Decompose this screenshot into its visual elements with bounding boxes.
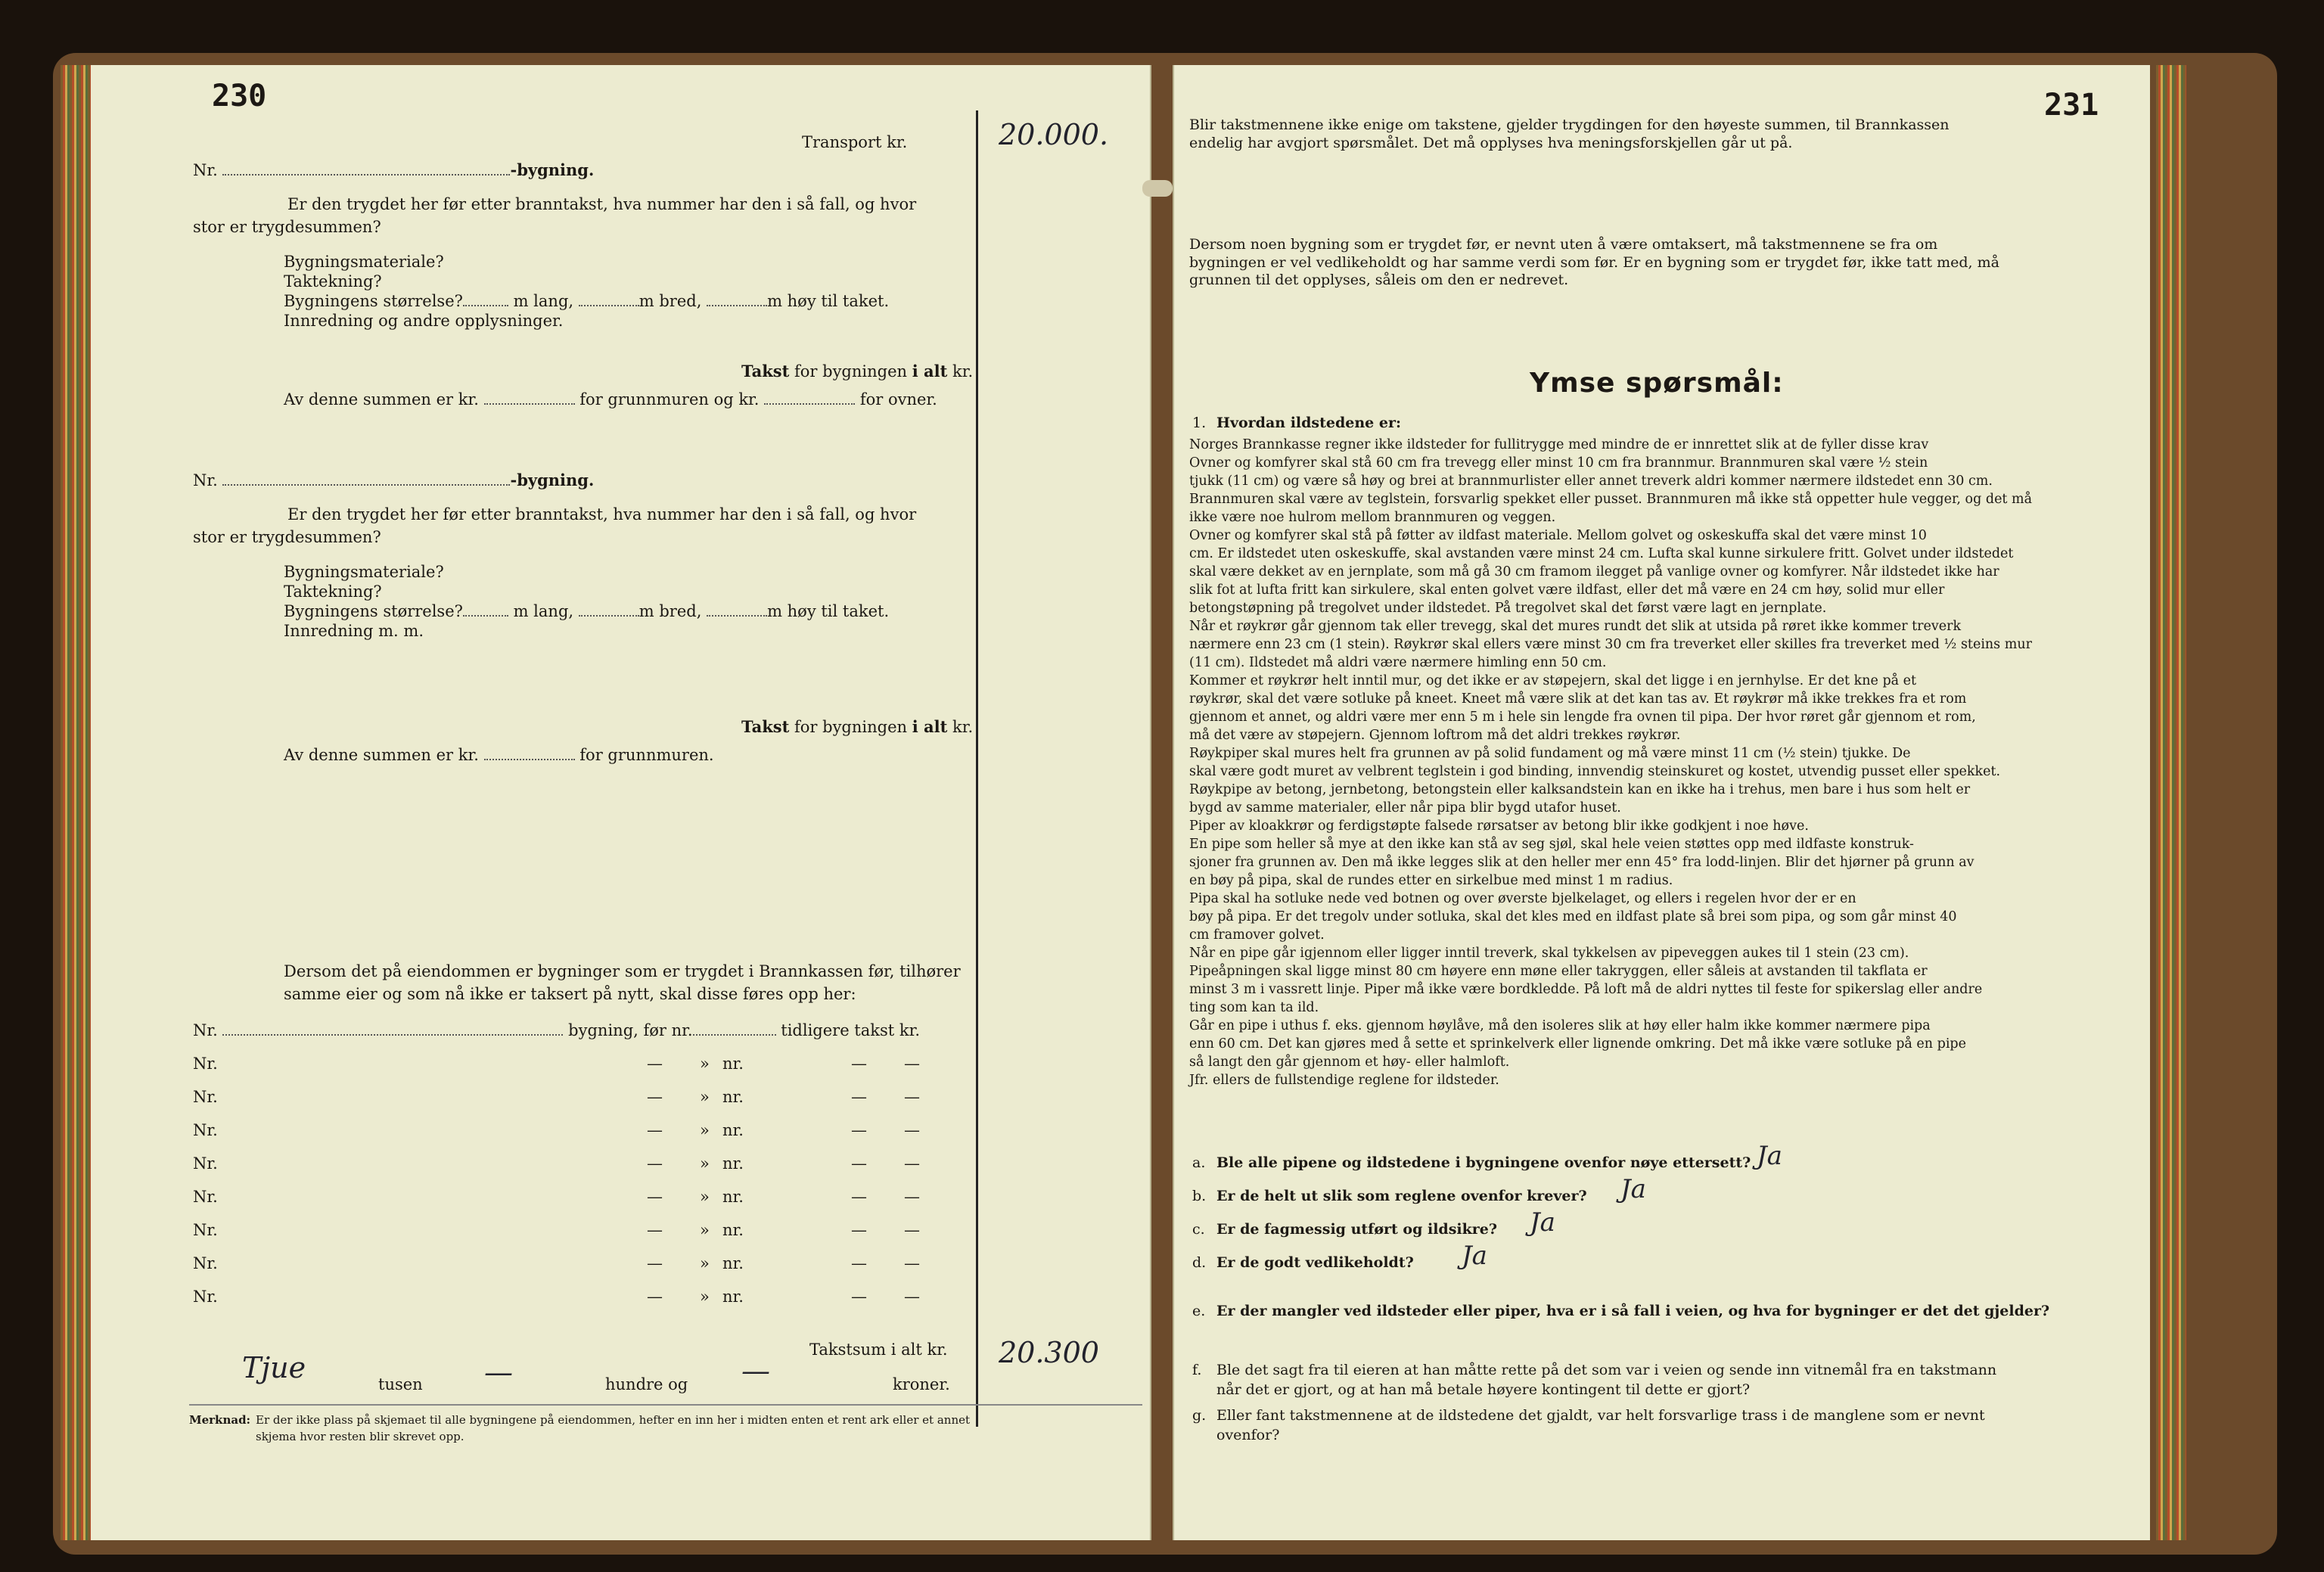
question-letter: a. [1192, 1154, 1206, 1171]
question-text: Er de fagmessig utført og ildsikre? [1216, 1221, 1498, 1238]
block2-material: Bygningsmateriale? [284, 563, 444, 581]
text-line: endelig har avgjort spørsmålet. Det må opplyses hva meningsforskjellen går ut på. [1189, 134, 1793, 151]
question-text: Er der mangler ved ildsteder eller piper, hva er i så fall i veien, og hva for bygninger er det det gjelder? [1216, 1303, 2050, 1319]
kroner-label: kroner. [893, 1375, 950, 1393]
qg-text-2: ovenfor? [1216, 1427, 1280, 1443]
table-row: Nr. — » nr. — — [193, 1254, 920, 1272]
block1-material: Bygningsmateriale? [284, 253, 444, 271]
question-answer: Ja [1620, 1174, 1646, 1204]
left-marbled-edge [61, 65, 91, 1540]
text-line: cm framover golvet. [1189, 927, 1325, 943]
question-text: Ble alle pipene og ildstedene i bygningene ovenfor nøye ettersett? [1216, 1154, 1751, 1171]
text-line: skal være godt muret av velbrent teglstein i god binding, innvendig steinskuret og kostet, utvendig pusset eller spekket. [1189, 764, 2001, 779]
block1-av-denne: Av denne summen er kr. for grunnmuren og kr. for ovner. [284, 390, 937, 409]
text-line: Norges Brannkasse regner ikke ildsteder for fullitrygge med mindre de er innrettet slik at de fyller disse krav [1189, 437, 1929, 452]
left-page [91, 65, 1151, 1540]
q1-title: Hvordan ildstedene er: [1216, 415, 1401, 431]
hundre-label: hundre og [605, 1375, 688, 1393]
page-number-left: 230 [212, 79, 267, 113]
kroner-handwritten: — [741, 1354, 770, 1387]
text-line: bøy på pipa. Er det tregolv under sotluka, skal det kles med en ildfast plate så brei som pipa, og som går minst 40 [1189, 909, 1957, 924]
transport-amount: 20.000. [999, 118, 1109, 151]
merknad-text: Er der ikke plass på skjemaet til alle bygningene på eiendommen, hefter en inn her i midten enten et rent ark eller et annet [256, 1413, 971, 1427]
tusen-handwritten: Tjue [242, 1351, 306, 1384]
right-page [1173, 65, 2150, 1540]
qf-letter: f. [1192, 1362, 1202, 1378]
text-line: Piper av kloakkrør og ferdigstøpte falsede rørsatser av betong blir ikke godkjent i noe høve. [1189, 819, 1809, 834]
text-line: Ovner og komfyrer skal stå 60 cm fra trevegg eller minst 10 cm fra brannmur. Brannmuren skal være ½ stein [1189, 455, 1928, 471]
text-line: bygningen er vel vedlikeholdt og har samme verdi som før. Er en bygning som er trygdet før, ikke tatt med, må [1189, 253, 1999, 271]
qf-text-2: når det er gjort, og at han må betale høyere kontingent til dette er gjort? [1216, 1381, 1751, 1398]
text-line: minst 3 m i vassrett linje. Piper må ikke være bordkledde. På loft må de aldri nyttes til feste for spikerslag eller andre [1189, 982, 1983, 997]
text-line: sjoner fra grunnen av. Den må ikke legges slik at den heller mer enn 45° fra lodd-linjen. Blir det hjørner på grunn av [1189, 855, 1974, 870]
block2-av-denne: Av denne summen er kr. for grunnmuren. [284, 746, 714, 764]
fire-rules-text [1189, 436, 2142, 1089]
table-row: Nr. — » nr. — — [193, 1121, 920, 1139]
text-line: Jfr. ellers de fullstendige reglene for ildsteder. [1189, 1073, 1499, 1088]
table-row: Nr. — » nr. — — [193, 1188, 920, 1206]
block2-question-2: stor er trygdesummen? [193, 528, 381, 546]
text-line: (11 cm). Ildstedet må aldri være nærmere himling enn 50 cm. [1189, 655, 1607, 670]
text-line: Når en pipe går igjennom eller ligger inntil treverk, skal tykkelsen av pipeveggen aukes til 1 stein (23 cm). [1189, 946, 1909, 961]
block1-takst: Takst for bygningen i alt kr. [741, 362, 974, 381]
text-line: enn 60 cm. Det kan gjøres med å sette et sprinkelverk eller lignende omkring. Det må ikke være sotluke på en pipe [1189, 1036, 1966, 1052]
page-number-right: 231 [2044, 88, 2099, 123]
tusen-label: tusen [378, 1375, 423, 1393]
text-line: betongstøpning på tregolvet under ildstedet. På tregolvet skal det først være lagt en jernplate. [1189, 601, 1827, 616]
binding-string [1142, 180, 1173, 197]
section-heading: Ymse spørsmål: [1530, 368, 1784, 399]
table-row: Nr. — » nr. — — [193, 1288, 920, 1306]
block2-takst: Takst for bygningen i alt kr. [741, 717, 974, 736]
block1-tak: Taktekning? [284, 272, 382, 290]
merknad-rule [189, 1404, 1142, 1406]
question-letter: d. [1192, 1254, 1207, 1271]
text-line: cm. Er ildstedet uten oskeskuffe, skal avstanden være minst 24 cm. Lufta skal kunne sirkulere fritt. Golvet under ildstedet [1189, 546, 2014, 561]
block2-nr: Nr. -bygning. [193, 471, 595, 489]
merknad-label: Merknad: [189, 1413, 251, 1427]
text-line: må det være av støpejern. Gjennom loftrom må det aldri trekkes røykrør. [1189, 728, 1681, 743]
dersom-text-2: samme eier og som nå ikke er taksert på nytt, skal disse føres opp her: [284, 985, 856, 1003]
amount-column-divider [976, 110, 978, 1427]
text-line: røykrør, skal det være sotluke på kneet. Kneet må være slik at det kan tas av. Et røykrør må ikke trekkes fra et rom [1189, 691, 1967, 707]
text-line: nærmere enn 23 cm (1 stein). Røykrør skal ellers være minst 30 cm fra treverket eller skilles fra treverket med ½ steins mur [1189, 637, 2032, 652]
text-line: Ovner og komfyrer skal stå på føtter av ildfast materiale. Mellom golvet og oskeskuffa skal det være minst 10 [1189, 528, 1927, 543]
block2-size: Bygningens størrelse? m lang, m bred, m høy til taket. [284, 602, 890, 620]
takstsum-amount: 20.300 [999, 1336, 1099, 1369]
takstsum-label: Takstsum i alt kr. [809, 1341, 948, 1359]
qg-text: Eller fant takstmennene at de ildstedene det gjaldt, var helt forsvarlige trass i de manglene som er nevnt [1216, 1407, 1985, 1424]
text-line: Blir takstmennene ikke enige om takstene, gjelder trygdingen for den høyeste summen, til Brannkassen [1189, 117, 1950, 133]
block2-question: Er den trygdet her før etter branntakst, hva nummer har den i så fall, og hvor [287, 505, 917, 523]
text-line: Dersom noen bygning som er trygdet før, er nevnt uten å være omtaksert, må takstmennene se fra om [1189, 236, 1938, 253]
block1-size: Bygningens størrelse? m lang, m bred, m høy til taket. [284, 292, 890, 310]
question-answer: Ja [1462, 1241, 1487, 1271]
text-line: Pipa skal ha sotluke nede ved botnen og over øverste bjelkelaget, og ellers i regelen hvor der er en [1189, 891, 1856, 906]
table-row: Nr. — » nr. — — [193, 1055, 920, 1073]
block1-question: Er den trygdet her før etter branntakst, hva nummer har den i så fall, og hvor [287, 195, 917, 213]
intro-paragraph-1 [1189, 117, 2142, 152]
text-line: en bøy på pipa, skal de rundes etter en sirkelbue med minst 1 m radius. [1189, 873, 1673, 888]
transport-label: Transport kr. [802, 133, 908, 151]
text-line: ikke være noe hulrom mellom brannmuren og veggen. [1189, 510, 1556, 525]
text-line: ting som kan ta ild. [1189, 1000, 1319, 1015]
table-row: Nr. — » nr. — — [193, 1088, 920, 1106]
question-letter: b. [1192, 1188, 1207, 1204]
text-line: En pipe som heller så mye at den ikke kan stå av seg sjøl, skal hele veien støttes opp med ildfaste konstruk- [1189, 837, 1914, 852]
block2-tak: Taktekning? [284, 583, 382, 601]
text-line: slik fot at lufta fritt kan sirkulere, skal enten golvet være ildfast, eller det må være en 24 cm høy, solid mur eller [1189, 583, 1945, 598]
question-answer: Ja [1757, 1141, 1782, 1171]
text-line: Røykpiper skal mures helt fra grunnen av på solid fundament og må være minst 11 cm (½ stein) tjukke. De [1189, 746, 1911, 761]
text-line: Brannmuren skal være av teglstein, forsvarlig spekket eller pusset. Brannmuren må ikke stå oppetter hule vegger, og det må [1189, 492, 2033, 507]
text-line: Når et røykrør går gjennom tak eller trevegg, skal det mures rundt det slik at utsida på røret ikke kommer treverk [1189, 619, 1962, 634]
table-row: Nr. — » nr. — — [193, 1154, 920, 1173]
right-marbled-edge [2156, 65, 2186, 1540]
q1-number: 1. [1192, 415, 1207, 431]
qg-letter: g. [1192, 1407, 1207, 1424]
block1-question-2: stor er trygdesummen? [193, 218, 381, 236]
intro-paragraph-2 [1189, 236, 2142, 290]
text-line: Kommer et røykrør helt inntil mur, og det ikke er av støpejern, skal det ligge i en jernhylse. Er det kne på et [1189, 673, 1917, 688]
text-line: skal være dekket av en jernplate, som må gå 30 cm framom ilegget på vanlige ovner og komfyrer. Når ildstedet ikke har [1189, 564, 1999, 579]
question-answer: Ja [1530, 1207, 1555, 1238]
question-letter: c. [1192, 1221, 1205, 1238]
dersom-text: Dersom det på eiendommen er bygninger som er trygdet i Brannkassen før, tilhører [284, 962, 961, 980]
text-line: gjennom et annet, og aldri være mer enn 5 m i hele sin lengde fra ovnen til pipa. Der hvor røret går gjennom et rom, [1189, 710, 1976, 725]
merknad-text-2: skjema hvor resten blir skrevet opp. [256, 1430, 464, 1443]
block2-inredning: Innredning m. m. [284, 622, 424, 640]
text-line: Går en pipe i uthus f. eks. gjennom høylåve, må den isoleres slik at høy eller halm ikke kommer nærmere pipa [1189, 1018, 1931, 1033]
question-text: Er de helt ut slik som reglene ovenfor krever? [1216, 1188, 1587, 1204]
text-line: Pipeåpningen skal ligge minst 80 cm høyere enn møne eller takryggen, eller såleis at avstanden til takflata er [1189, 964, 1928, 979]
block1-nr: Nr. -bygning. [193, 160, 595, 179]
text-line: bygd av samme materialer, eller når pipa blir bygd utafor huset. [1189, 800, 1621, 816]
qf-text: Ble det sagt fra til eieren at han måtte rette på det som var i veien og sende inn vitnemål fra en takstmann [1216, 1362, 1997, 1378]
question-text: Er de godt vedlikeholdt? [1216, 1254, 1414, 1271]
text-line: grunnen til det opplyses, såleis om den er nedrevet. [1189, 272, 1569, 289]
text-line: så langt den går gjennom et høy- eller halmloft. [1189, 1055, 1510, 1070]
hundre-handwritten: — [484, 1356, 513, 1389]
text-line: tjukk (11 cm) og være så høy og brei at brannmurlister eller annet treverk aldri kommer nærmere ildstedet enn 30 cm. [1189, 474, 1993, 489]
table-row: Nr. — » nr. — — [193, 1221, 920, 1239]
question-letter: e. [1192, 1303, 1206, 1319]
table-first-row: Nr. bygning, før nr. tidligere takst kr. [193, 1021, 920, 1039]
block1-inredning: Innredning og andre opplysninger. [284, 312, 564, 330]
text-line: Røykpipe av betong, jernbetong, betongstein eller kalksandstein kan en ikke ha i trehus, men bare i hus som helt er [1189, 782, 1971, 797]
